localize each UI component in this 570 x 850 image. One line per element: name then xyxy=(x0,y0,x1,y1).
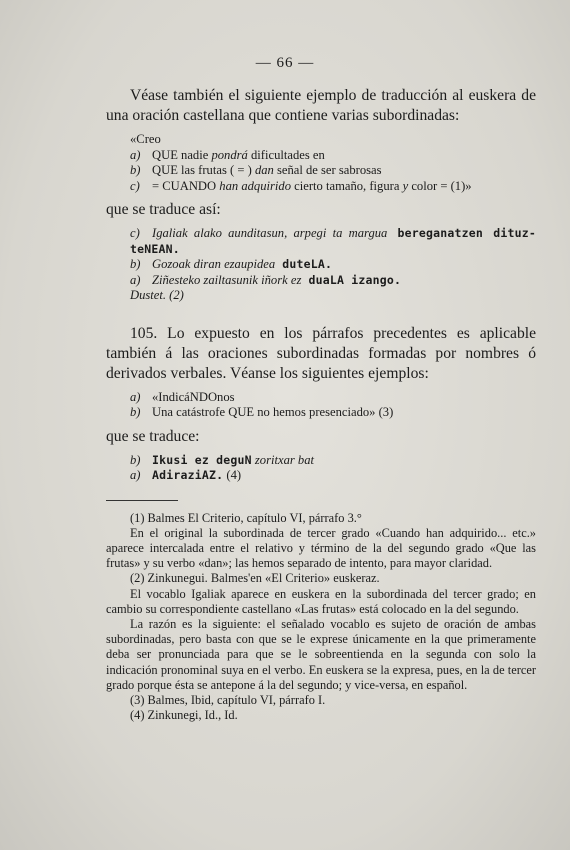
item-text: dificultades en xyxy=(247,147,325,162)
item-bold: bereganatzen dituz-teNEAN. xyxy=(130,226,536,256)
translation2-list xyxy=(130,453,536,484)
paragraph-105-text: 105. Lo expuesto en los párrafos precedentes es aplicable también á las oraciones subordinadas formadas por nombres ó derivados verbales. Véanse los siguientes ejemplos: xyxy=(106,324,536,382)
item-text: color = (1)» xyxy=(408,178,472,193)
item-label: a) xyxy=(130,389,141,404)
item-label: b) xyxy=(130,257,141,271)
item-italic: pondrá xyxy=(211,147,248,162)
translation2-item-b xyxy=(130,453,536,469)
item-label: c) xyxy=(130,178,140,193)
footnote-1: (1) Balmes El Criterio, capítulo VI, párrafo 3.° xyxy=(130,510,362,525)
item-label: b) xyxy=(130,163,141,177)
item-italic: Ziñesteko zailtasunik iñork ez xyxy=(152,272,302,287)
item-italic: y xyxy=(402,178,409,193)
item-italic: dan xyxy=(254,163,274,177)
example2-item-b xyxy=(130,405,536,421)
item-text: QUE nadie xyxy=(152,147,212,162)
translation1-item-b xyxy=(130,257,536,273)
example1-list xyxy=(130,132,536,194)
footnotes xyxy=(106,511,536,724)
intro-paragraph xyxy=(106,86,536,126)
footnote-2: (2) Zinkunegui. Balmes'en «El Criterio» euskeraz. xyxy=(130,571,380,586)
footnote-2-body: El vocablo Igaliak aparece en euskera en la subordinada del tercer grado; en cambio su correspondiente castellano «Las frutas» está colocado en la del segundo. xyxy=(106,586,536,616)
translation1-list xyxy=(130,226,536,304)
intro-text: Véase también el siguiente ejemplo de traducción al euskera de una oración castellana que contiene varias subordinadas: xyxy=(106,87,536,124)
item-text: cierto tamaño, figura xyxy=(291,178,403,193)
page-number: — 66 — xyxy=(255,55,315,71)
page-content xyxy=(106,86,536,723)
item-bold: duteLA. xyxy=(275,257,333,271)
example1-item-b xyxy=(130,163,536,179)
footnote-2-body-2: La razón es la siguiente: el señalado vocablo es sujeto de oración de ambas subordinadas, pero basta con que se le exprese únicamente en la que primeramente deba ser pronunciada para que se le sobreentienda en la segunda con solo la indicación pronominal suya en el verbo. En euskera se la expresa, pues, en la de tercer grado porque ésta se antepone á la del segundo; y vice-versa, en español. xyxy=(106,616,536,692)
example1-item-c xyxy=(130,179,536,195)
item-label: c) xyxy=(130,226,140,240)
example2-list xyxy=(130,390,536,421)
example1-item-a xyxy=(130,148,536,164)
item-text: «IndicáNDOnos xyxy=(152,389,235,404)
item-italic: Gozoak diran ezaupidea xyxy=(152,257,276,271)
spacer xyxy=(106,310,536,324)
item-text: QUE las frutas ( = ) xyxy=(152,163,255,177)
translate1-line: que se traduce así: xyxy=(106,201,221,218)
footnote-3: (3) Balmes, Ibid, capítulo VI, párrafo I. xyxy=(130,692,326,707)
item-label: a) xyxy=(130,272,141,287)
item-bold: AdiraziAZ. xyxy=(152,468,224,482)
translate2-line: que se traduce: xyxy=(106,427,200,445)
item-text: Una catástrofe QUE no hemos presenciado» (3) xyxy=(152,405,394,419)
item-label: b) xyxy=(130,452,141,467)
item-label: a) xyxy=(130,468,141,482)
item-text: (4) xyxy=(223,468,242,482)
translation2-item-a xyxy=(130,468,536,484)
item-italic: zoritxar bat xyxy=(251,452,315,467)
translation1-source: Dustet. (2) xyxy=(130,288,184,302)
paragraph-105 xyxy=(106,324,536,384)
item-label: b) xyxy=(130,405,141,419)
translation1-item-a xyxy=(130,273,536,289)
item-label: a) xyxy=(130,147,141,162)
footnote-4: (4) Zinkunegi, Id., Id. xyxy=(130,708,238,723)
item-text: señal de ser sabrosas xyxy=(273,163,382,177)
example1-opening: «Creo xyxy=(130,132,161,146)
item-text: = CUANDO xyxy=(152,178,220,193)
footnote-divider xyxy=(106,500,178,501)
item-bold: Ikusi ez deguN xyxy=(152,452,252,467)
item-bold: duaLA izango. xyxy=(301,272,402,287)
footnote-1-body: En el original la subordinada de tercer grado «Cuando han adquirido... etc.» aparece intercalada entre el relativo y término de la del segundo grado «Que las frutas» y su verbo «dan»; las hemos separado de intento, para mayor claridad. xyxy=(106,525,536,571)
item-italic: han adquirido xyxy=(219,178,292,193)
translation1-item-c xyxy=(130,226,536,257)
item-italic: Igaliak alako aunditasun, arpegi ta margua xyxy=(152,226,388,240)
example2-item-a xyxy=(130,390,536,406)
